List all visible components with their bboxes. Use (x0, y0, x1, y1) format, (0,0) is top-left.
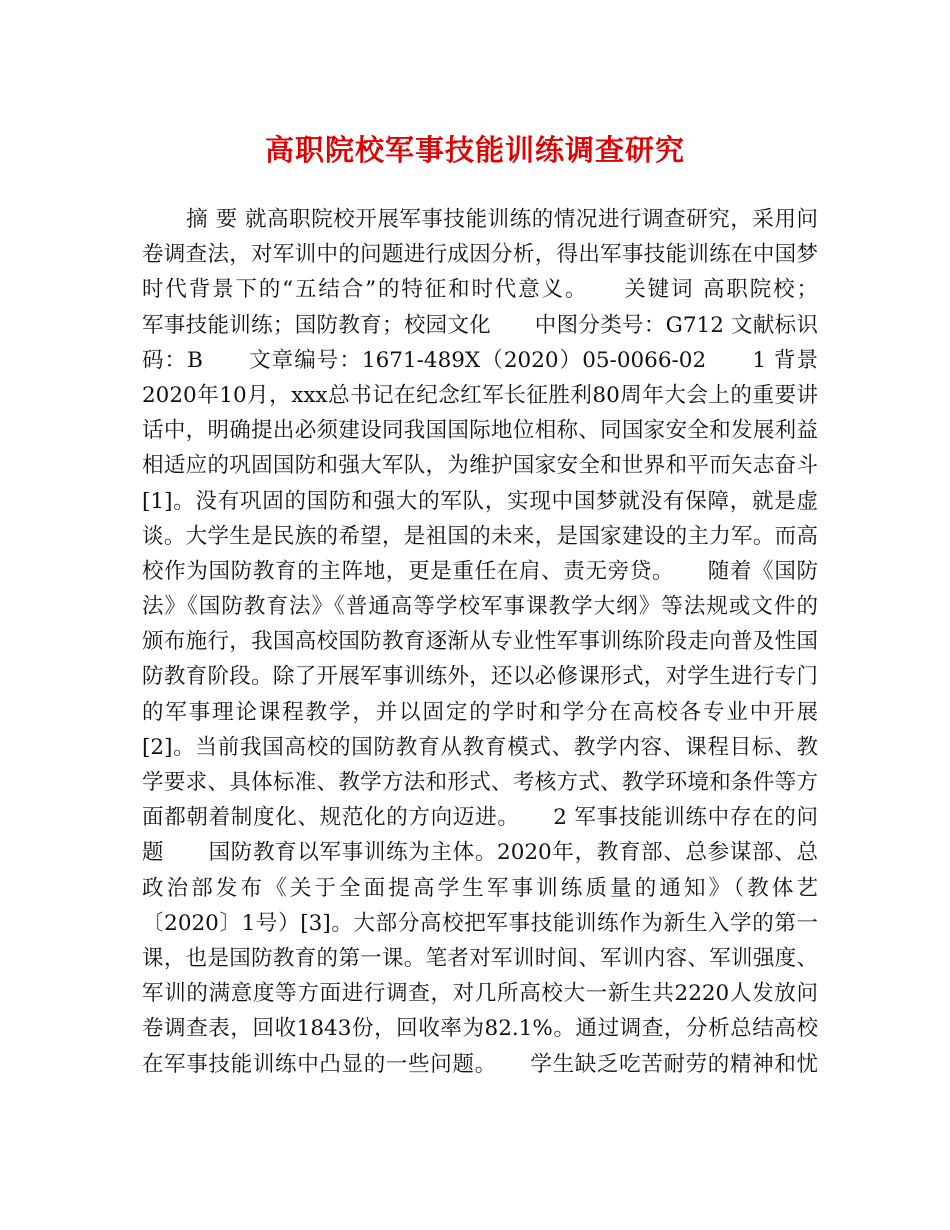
body-line: 防教育阶段。除了开展军事训练外，还以必修课形式，对学生进行专门 (142, 664, 818, 690)
body-line: 面都朝着制度化、规范化的方向迈进。 2 军事技能训练中存在的问 (142, 805, 818, 831)
body-line: [2]。当前我国高校的国防教育从教育模式、教学内容、课程目标、教 (142, 734, 818, 760)
body-line: 卷调查表，回收1843份，回收率为82.1%。通过调查，分析总结高校 (142, 1016, 818, 1042)
body-line: 摘 要 就高职院校开展军事技能训练的情况进行调查研究，采用问 (142, 207, 818, 232)
body-line: 法》《国防教育法》《普通高等学校军事课教学大纲》等法规或文件的 (142, 594, 818, 620)
body-line: 相适应的巩固国防和强大军队，为维护国家安全和世界和平而矢志奋斗 (142, 453, 818, 479)
body-line: 的军事理论课程教学，并以固定的学时和学分在高校各专业中开展 (142, 699, 818, 725)
body-line: 话中，明确提出必须建设同我国国际地位相称、同国家安全和发展利益 (142, 418, 818, 444)
document-title: 高职院校军事技能训练调查研究 (264, 133, 685, 167)
body-line: 军训的满意度等方面进行调查，对几所高校大一新生共2220人发放问 (142, 981, 818, 1007)
body-line: 课，也是国防教育的第一课。笔者对军训时间、军训内容、军训强度、 (142, 945, 818, 971)
body-line: 政治部发布《关于全面提高学生军事训练质量的通知》（教体艺 (142, 875, 818, 901)
body-line: 卷调查法，对军训中的问题进行成因分析，得出军事技能训练在中国梦 (142, 242, 818, 268)
body-line: 2020年10月，xxx总书记在纪念红军长征胜利80周年大会上的重要讲 (142, 382, 818, 408)
body-line: 在军事技能训练中凸显的一些问题。 学生缺乏吃苦耐劳的精神和忧 (142, 1051, 818, 1077)
body-line: 学要求、具体标准、教学方法和形式、考核方式、教学环境和条件等方 (142, 770, 818, 795)
body-line: 题 国防教育以军事训练为主体。2020年，教育部、总参谋部、总 (142, 840, 818, 866)
body-line: 码：B 文章编号：1671-489X（2020）05-0066-02 1 背景 (142, 347, 818, 373)
body-line: 〔2020〕1号）[3]。大部分高校把军事技能训练作为新生入学的第一 (142, 910, 818, 936)
body-line: 校作为国防教育的主阵地，更是重任在肩、责无旁贷。 随着《国防 (142, 558, 818, 584)
body-line: 颁布施行，我国高校国防教育逐渐从专业性军事训练阶段走向普及性国 (142, 629, 818, 655)
body-line: 谈。大学生是民族的希望，是祖国的未来，是国家建设的主力军。而高 (142, 523, 818, 549)
body-line: 时代背景下的“五结合”的特征和时代意义。 关键词 高职院校； (142, 277, 818, 303)
document-body (142, 202, 818, 1082)
body-line: [1]。没有巩固的国防和强大的军队，实现中国梦就没有保障，就是虚 (142, 488, 818, 514)
body-line: 军事技能训练；国防教育；校园文化 中图分类号：G712 文献标识 (142, 312, 818, 338)
